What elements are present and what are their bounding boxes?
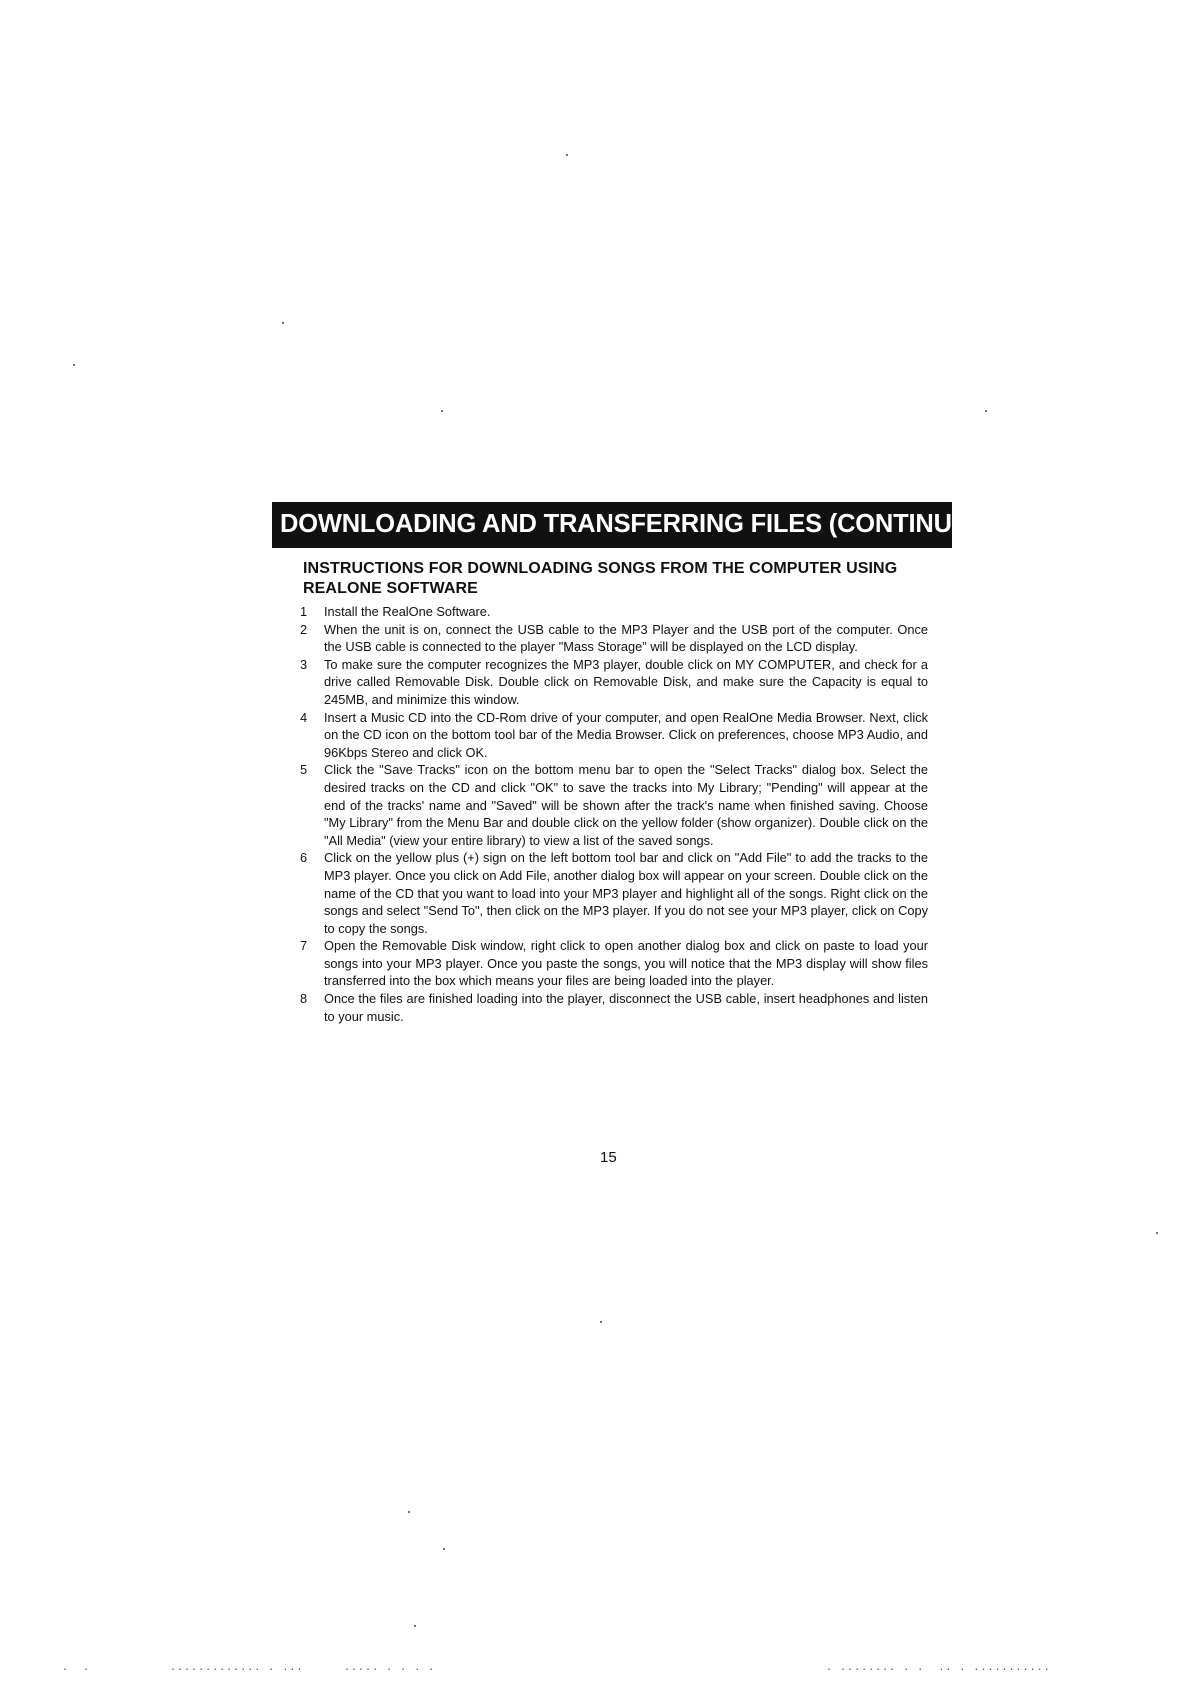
- step-text: Install the RealOne Software.: [324, 604, 491, 619]
- page-title: DOWNLOADING AND TRANSFERRING FILES (CONTINUED): [280, 510, 996, 538]
- step-item: [300, 990, 928, 1025]
- step-text: When the unit is on, connect the USB cable to the MP3 Player and the USB port of the computer. Once the USB cable is connected to the player "Mass Storage" will be displayed on the LCD display.: [324, 621, 928, 655]
- scan-speck: [414, 1625, 416, 1627]
- scan-speck: [282, 322, 284, 324]
- step-number: 8: [300, 991, 308, 1007]
- scan-speck: [443, 1548, 445, 1550]
- step-item: [300, 937, 928, 990]
- step-text: Click the "Save Tracks" icon on the bottom menu bar to open the "Select Tracks" dialog box. Select the desired tracks on the CD and click "OK" to save the tracks into My Library; "Pending" will appear at the end of the tracks' name and "Saved" will be shown after the track's name when finished saving. Choose "My Library" from the Menu Bar and double click on the yellow folder (show organizer). Double click on the "All Media" (view your entire library) to view a list of the saved songs.: [324, 762, 928, 848]
- page-number: 15: [600, 1149, 617, 1166]
- section-heading: INSTRUCTIONS FOR DOWNLOADING SONGS FROM THE COMPUTER USING REALONE SOFTWARE: [303, 560, 898, 597]
- step-text: Once the files are finished loading into the player, disconnect the USB cable, insert headphones and listen to your music.: [324, 991, 928, 1024]
- step-number: 1: [300, 604, 308, 619]
- step-text: Insert a Music CD into the CD-Rom drive of your computer, and open RealOne Media Browser. Next, click on the CD icon on the bottom tool bar of the Media Browser. Click on preferences, choose MP3 Audio, and 96Kbps Stereo and click OK.: [324, 709, 928, 760]
- step-item: [300, 709, 928, 762]
- instruction-steps: [300, 603, 928, 1025]
- step-item: [300, 621, 928, 656]
- scan-speck: [600, 1321, 602, 1323]
- step-number: 7: [300, 938, 308, 954]
- scan-speck: [73, 364, 75, 366]
- step-number: 3: [300, 656, 308, 672]
- scan-speck: [1156, 1232, 1158, 1234]
- step-number: 6: [300, 850, 308, 866]
- step-text: To make sure the computer recognizes the MP3 player, double click on MY COMPUTER, and check for a drive called Removable Disk. Double click on Removable Disk, and make sure the Capacity is equal to 245MB, and minimize this window.: [324, 656, 928, 707]
- step-text: Click on the yellow plus (+) sign on the left bottom tool bar and click on "Add File" to add the tracks to the MP3 player. Once you click on Add File, another dialog box will appear on your screen. Double click on the name of the CD that you want to load into your MP3 player and highlight all of the songs. Right click on the songs and select "Send To", then click on the MP3 player. If you do not see your MP3 player, click on Copy to copy the songs.: [324, 850, 928, 936]
- step-item: [300, 656, 928, 709]
- step-number: 5: [300, 762, 308, 778]
- scan-speck: [566, 154, 568, 156]
- section-title-banner: [272, 502, 996, 548]
- scan-speck: [985, 410, 987, 412]
- scan-dot-row: . .: [62, 1662, 91, 1673]
- scan-speck: [408, 1511, 410, 1513]
- step-number: 2: [300, 621, 308, 637]
- step-number: 4: [300, 709, 308, 725]
- scan-speck: [441, 410, 443, 412]
- step-item: [300, 603, 928, 621]
- scan-dot-row: . ........ . . .. . ...........: [826, 1662, 1051, 1673]
- scan-dot-row: ............. . ...: [170, 1662, 304, 1673]
- scan-dot-row: ..... . . . .: [344, 1662, 436, 1673]
- step-text: Open the Removable Disk window, right click to open another dialog box and click on paste to load your songs into your MP3 player. Once you paste the songs, you will notice that the MP3 display will show files transferred into the box which means your files are being loaded into the player.: [324, 938, 928, 989]
- step-item: [300, 849, 928, 937]
- step-item: [300, 761, 928, 849]
